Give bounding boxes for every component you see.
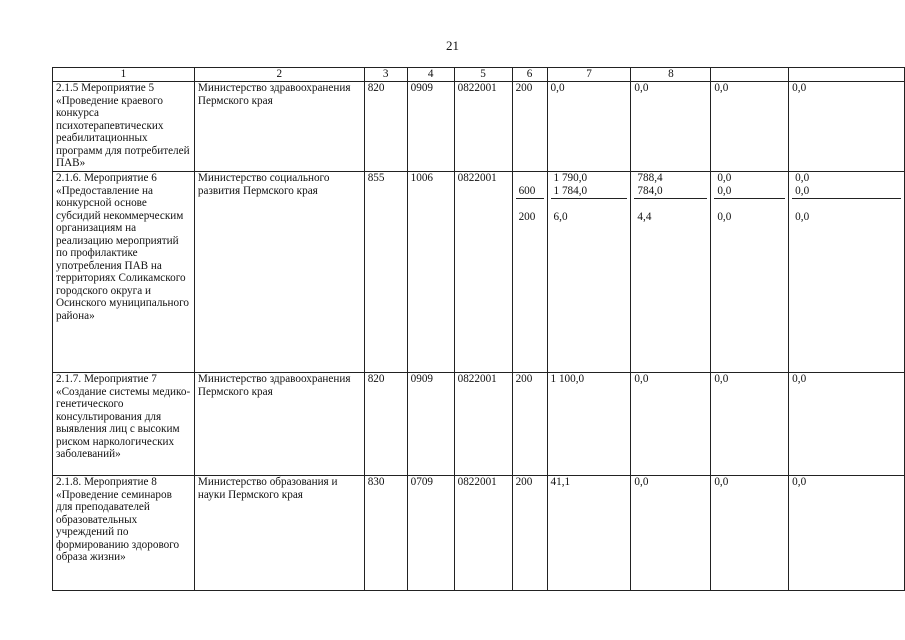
col-header: 2	[194, 68, 364, 82]
cell-value: 0,0	[789, 476, 905, 591]
cell-target: 0822001	[454, 373, 512, 476]
cell-value	[631, 172, 711, 373]
cell-value: 0,0	[711, 373, 789, 476]
cell-value: 0,0	[631, 82, 711, 172]
col-header: 6	[512, 68, 547, 82]
cell-value: 1 100,0	[547, 373, 631, 476]
budget-table	[52, 67, 905, 591]
cell-grbs: 820	[364, 82, 407, 172]
cell-section: 0909	[407, 373, 454, 476]
cell-grbs: 820	[364, 373, 407, 476]
cell-expense-type: 200	[512, 476, 547, 591]
table-row	[53, 82, 905, 172]
cell-target: 0822001	[454, 172, 512, 373]
cell-section: 0709	[407, 476, 454, 591]
table-row	[53, 373, 905, 476]
sub-value: 0,0	[714, 185, 785, 199]
cell-value: 0,0	[711, 476, 789, 591]
sub-value: 784,0	[634, 185, 707, 199]
cell-value: 0,0	[789, 82, 905, 172]
col-header: 3	[364, 68, 407, 82]
col-header	[711, 68, 789, 82]
cell-section: 1006	[407, 172, 454, 373]
sub-value	[516, 172, 544, 185]
cell-expense-type: 200	[512, 82, 547, 172]
sub-value: 4,4	[637, 211, 652, 223]
sub-value: 788,4	[637, 172, 663, 184]
sub-value: 1 784,0	[551, 185, 628, 199]
header-row	[53, 68, 905, 82]
table-row	[53, 172, 905, 373]
sub-value: 6,0	[553, 211, 568, 223]
cell-value: 0,0	[711, 82, 789, 172]
col-header: 1	[53, 68, 195, 82]
cell-value	[789, 172, 905, 373]
col-header: 5	[454, 68, 512, 82]
cell-value: 0,0	[547, 82, 631, 172]
measure-name: 2.1.5 Мероприятие 5 «Проведение краевого конкурса психотерапевтических реабилитационных программ для потребителей ПАВ»	[53, 82, 195, 172]
col-header: 8	[631, 68, 711, 82]
sub-value: 1 790,0	[553, 172, 588, 184]
cell-grbs: 830	[364, 476, 407, 591]
measure-name: 2.1.7. Мероприятие 7 «Создание системы медико-генетического консультирования для выявления лиц с высоким риском наркологических заболеваний»	[53, 373, 195, 476]
cell-value: 0,0	[631, 476, 711, 591]
sub-value: 0,0	[717, 211, 732, 223]
sub-value: 200	[518, 211, 536, 223]
cell-value: 0,0	[789, 373, 905, 476]
cell-expense-type: 200	[512, 373, 547, 476]
col-header: 4	[407, 68, 454, 82]
sub-value: 0,0	[792, 185, 901, 199]
cell-section: 0909	[407, 82, 454, 172]
cell-expense-type	[512, 172, 547, 373]
col-header	[789, 68, 905, 82]
cell-grbs: 855	[364, 172, 407, 373]
cell-target: 0822001	[454, 476, 512, 591]
cell-value: 41,1	[547, 476, 631, 591]
cell-value	[547, 172, 631, 373]
cell-value	[711, 172, 789, 373]
page-number: 21	[446, 38, 459, 53]
col-header: 7	[547, 68, 631, 82]
sub-value: 600	[516, 185, 544, 199]
executor: Министерство здравоохранения Пермского края	[194, 82, 364, 172]
measure-name: 2.1.8. Мероприятие 8 «Проведение семинаров для преподавателей образовательных учреждений по формированию здорового образа жизни»	[53, 476, 195, 591]
sub-value: 0,0	[795, 172, 810, 184]
executor: Министерство образования и науки Пермского края	[194, 476, 364, 591]
sub-value: 0,0	[795, 211, 810, 223]
sub-value: 0,0	[717, 172, 732, 184]
cell-value: 0,0	[631, 373, 711, 476]
executor: Министерство социального развития Пермского края	[194, 172, 364, 373]
executor: Министерство здравоохранения Пермского края	[194, 373, 364, 476]
cell-target: 0822001	[454, 82, 512, 172]
table-row	[53, 476, 905, 591]
measure-name: 2.1.6. Мероприятие 6 «Предоставление на конкурсной основе субсидий некоммерческим организациям на реализацию мероприятий по профилактике употребления ПАВ на территориях Соликамского городского округа и Осинского муниципального района»	[53, 172, 195, 373]
